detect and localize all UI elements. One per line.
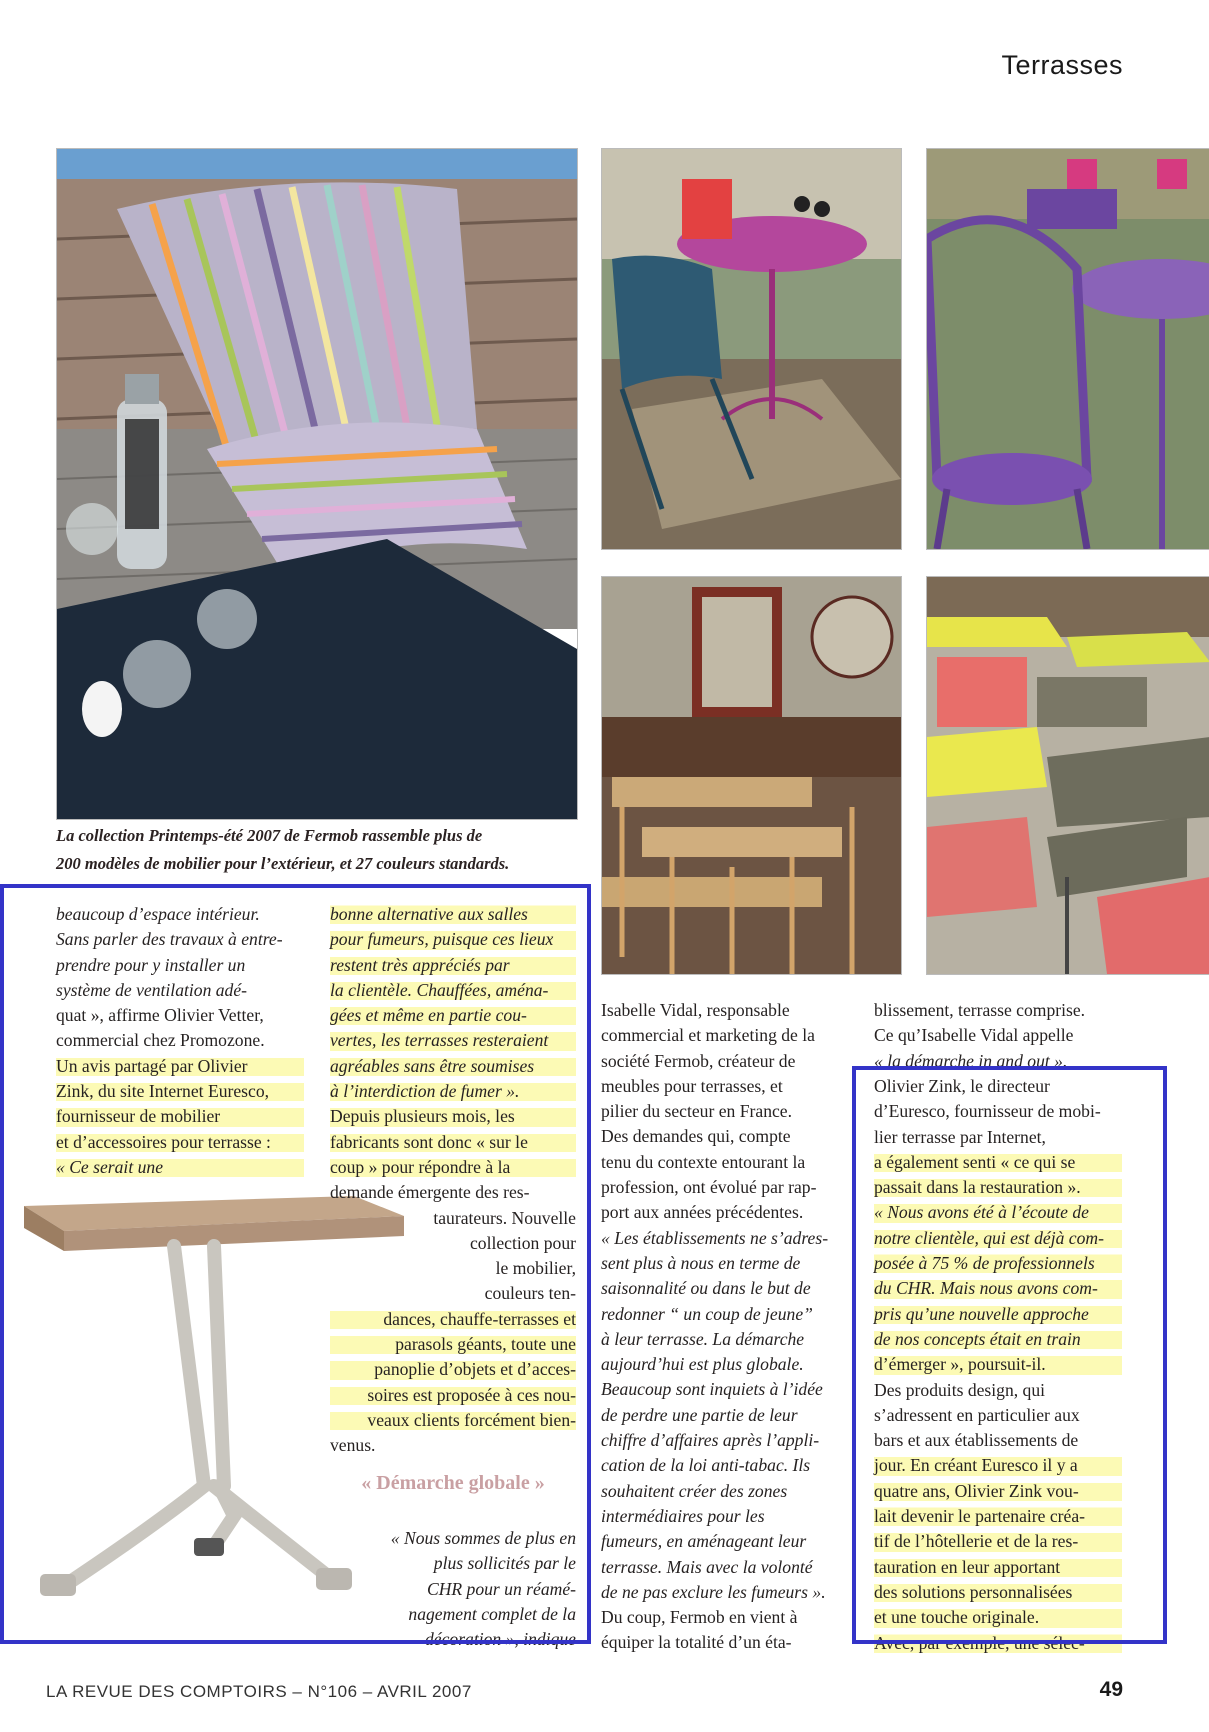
col-c-line: terrasse. Mais avec la volonté (601, 1556, 813, 1577)
col-c-line: équiper la totalité d’un éta- (601, 1632, 792, 1653)
col-c-line: aujourd’hui est plus globale. (601, 1354, 804, 1375)
col-d-line: pris qu’une nouvelle approche (874, 1302, 1122, 1327)
photo-colored-chairs (926, 576, 1209, 975)
col-c-line: de perdre une partie de leur (601, 1404, 798, 1425)
purple-chairs-image (927, 149, 1209, 549)
col-a-line: quat », affirme Olivier Vetter, (56, 1005, 264, 1026)
section-title: Terrasses (1001, 50, 1123, 80)
col-d-line: « Nous avons été à l’écoute de (874, 1200, 1122, 1225)
col-a-line: beaucoup d’espace intérieur. (56, 904, 260, 924)
col-c-line: meubles pour terrasses, et (601, 1075, 783, 1096)
col-d-line: lier terrasse par Internet, (874, 1126, 1046, 1147)
col-d-top-line: Ce qu’Isabelle Vidal appelle (874, 1025, 1074, 1046)
col-b-line: couleurs ten- (484, 1283, 576, 1304)
col-c-line: commercial et marketing de la (601, 1025, 815, 1046)
col-c-line: Isabelle Vidal, responsable (601, 1000, 790, 1020)
col-b-line: bonne alternative aux salles (330, 902, 576, 927)
annotation-box-right (852, 1066, 1167, 1644)
col-d-top-line: blissement, terrasse comprise. (874, 1000, 1086, 1020)
col-b2-line: CHR pour un réamé- (426, 1578, 576, 1599)
caption-line-1: La collection Printemps-été 2007 de Fermob rassemble plus de (56, 826, 483, 845)
col-b-line: la clientèle. Chauffées, aména- (330, 978, 576, 1003)
col-b-line: restent très appréciés par (330, 953, 576, 978)
header-ghost-text (742, 54, 972, 76)
pink-table-image (602, 149, 901, 549)
col-c-line: saisonnalité ou dans le but de (601, 1278, 811, 1299)
col-b-line: panoplie d’objets et d’acces- (330, 1357, 576, 1382)
col-d-line: du CHR. Mais nous avons com- (874, 1276, 1122, 1301)
col-b-line: pour fumeurs, puisque ces lieux (330, 927, 576, 952)
annotation-box-left (0, 884, 591, 1644)
col-b-line: le mobilier, (495, 1258, 576, 1279)
col-d-line: tauration en leur apportant (874, 1555, 1122, 1580)
col-d-line: jour. En créant Euresco il y a (874, 1453, 1122, 1478)
photo-cafe-terrace (601, 576, 902, 975)
photo-pink-table (601, 148, 902, 550)
col-c-line: Des demandes qui, compte (601, 1126, 791, 1147)
photo-striped-chair (56, 148, 578, 820)
col-d-line: notre clientèle, qui est déjà com- (874, 1226, 1122, 1251)
col-c-line: profession, ont évolué par rap- (601, 1177, 817, 1198)
col-d-line: a également senti « ce qui se (874, 1150, 1122, 1175)
col-b-line: vertes, les terrasses resteraient (330, 1028, 576, 1053)
column-c (601, 998, 847, 1656)
col-d-line: tif de l’hôtellerie et de la res- (874, 1529, 1122, 1554)
col-c-line: redonner “ un coup de jeune” (601, 1303, 813, 1324)
photo-caption (56, 822, 576, 878)
col-b-line: gées et même en partie cou- (330, 1003, 576, 1028)
col-c-line: tenu du contexte entourant la (601, 1151, 806, 1172)
col-c-line: Beaucoup sont inquiets à l’idée (601, 1379, 823, 1400)
subheading-demarche-globale: « Démarche globale » (361, 1472, 545, 1494)
col-c-line: cation de la loi anti-tabac. Ils (601, 1455, 811, 1476)
col-c-line: fumeurs, en aménageant leur (601, 1531, 807, 1552)
col-b-line: Depuis plusieurs mois, les (330, 1104, 576, 1129)
col-d-line: passait dans la restauration ». (874, 1175, 1122, 1200)
col-d-line: s’adressent en particulier aux (874, 1404, 1080, 1425)
col-d-line: d’Euresco, fournisseur de mobi- (874, 1101, 1101, 1122)
col-c-line: Du coup, Fermob en vient à (601, 1607, 798, 1628)
col-c-line: pilier du secteur en France. (601, 1101, 793, 1122)
photo-purple-chairs (926, 148, 1209, 550)
col-d-line: Avec, par exemple, une sélec- (874, 1631, 1122, 1656)
col-a-line: système de ventilation adé- (56, 979, 248, 1000)
col-d-line: lait devenir le partenaire créa- (874, 1504, 1122, 1529)
col-b-line: agréables sans être soumises (330, 1054, 576, 1079)
col-a-line: « Ce serait une (56, 1155, 304, 1180)
col-b-line: coup » pour répondre à la (330, 1155, 576, 1180)
col-d-line: de nos concepts était en train (874, 1327, 1122, 1352)
column-d-top (874, 998, 1122, 1074)
col-b2-line: plus sollicités par le (433, 1553, 576, 1574)
col-b-line: fabricants sont donc « sur le (330, 1130, 576, 1155)
cafe-terrace-image (602, 577, 901, 974)
col-d-line: des solutions personnalisées (874, 1580, 1122, 1605)
col-b2-line: nagement complet de la (408, 1603, 576, 1624)
caption-line-2: 200 modèles de mobilier pour l’extérieur, et 27 couleurs standards. (56, 854, 510, 873)
col-c-line: « Les établissements ne s’adres- (601, 1227, 829, 1248)
col-c-line: intermédiaires pour les (601, 1505, 765, 1526)
col-d-line: posée à 75 % de professionnels (874, 1251, 1122, 1276)
col-b-line: taurateurs. Nouvelle (433, 1207, 576, 1228)
col-c-line: à leur terrasse. La démarche (601, 1328, 805, 1349)
col-d-line: Olivier Zink, le directeur (874, 1076, 1050, 1096)
footer-publication: LA REVUE DES COMPTOIRS – N°106 – AVRIL 2007 (46, 1682, 472, 1701)
col-a-line: et d’accessoires pour terrasse : (56, 1130, 304, 1155)
col-c-line: chiffre d’affaires après l’appli- (601, 1430, 820, 1451)
col-c-line: de ne pas exclure les fumeurs ». (601, 1581, 826, 1602)
col-c-line: port aux années précédentes. (601, 1202, 804, 1223)
col-b-line: collection pour (469, 1232, 576, 1253)
col-b-line: parasols géants, toute une (330, 1332, 576, 1357)
col-d-line: Des produits design, qui (874, 1379, 1046, 1400)
striped-chair-image (57, 149, 577, 819)
col-b2-line: « Nous sommes de plus en (390, 1528, 576, 1548)
col-d-line: d’émerger », poursuit-il. (874, 1352, 1122, 1377)
col-a-line: commercial chez Promozone. (56, 1030, 265, 1051)
col-a-line: Un avis partagé par Olivier (56, 1054, 304, 1079)
col-c-line: société Fermob, créateur de (601, 1050, 796, 1071)
col-d-line: et une touche originale. (874, 1605, 1122, 1630)
col-b-line: demande émergente des res- (330, 1182, 530, 1203)
col-b2-line: décoration », indique (425, 1629, 576, 1650)
col-b-line: veaux clients forcément bien- (330, 1408, 576, 1433)
col-d-line: quatre ans, Olivier Zink vou- (874, 1479, 1122, 1504)
col-c-line: sent plus à nous en terme de (601, 1252, 801, 1273)
col-b-line: venus. (330, 1435, 376, 1456)
colored-chairs-image (927, 577, 1209, 974)
page-number: 49 (1099, 1678, 1123, 1701)
col-d-top-line: « la démarche in and out ». (874, 1050, 1068, 1071)
col-a-line: Zink, du site Internet Euresco, (56, 1079, 304, 1104)
col-b-line: soires est proposée à ces nou- (330, 1383, 576, 1408)
col-b-line: à l’interdiction de fumer ». (330, 1079, 576, 1104)
col-a-line: prendre pour y installer un (56, 954, 246, 975)
col-c-line: souhaitent créer des zones (601, 1480, 788, 1501)
col-a-line: Sans parler des travaux à entre- (56, 929, 283, 950)
col-b-line: dances, chauffe-terrasses et (330, 1307, 576, 1332)
col-a-line: fournisseur de mobilier (56, 1104, 304, 1129)
col-d-line: bars et aux établissements de (874, 1430, 1079, 1451)
